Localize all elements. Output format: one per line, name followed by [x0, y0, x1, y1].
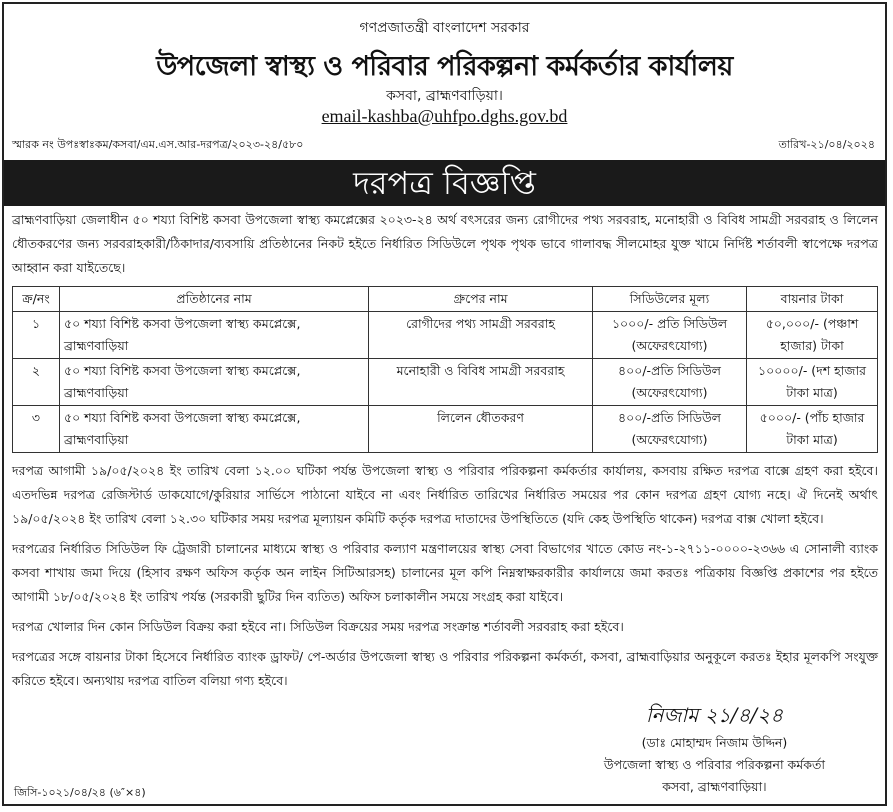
earnest-money: ৫০,০০০/- (পঞ্চাশ হাজার) টাকা	[747, 312, 878, 359]
signatory-designation: উপজেলা স্বাস্থ্য ও পরিবার পরিকল্পনা কর্মকর্তা	[603, 757, 825, 772]
handwritten-signature: নিজাম ২১/৪/২৪	[645, 703, 784, 727]
serial: ৩	[13, 406, 60, 453]
office-name: উপজেলা স্বাস্থ্য ও পরিবার পরিকল্পনা কর্মকর্তার কার্যালয়	[156, 51, 733, 82]
notice-title: দরপত্র বিজ্ঞপ্তি	[4, 160, 885, 206]
institution: ৫০ শয্যা বিশিষ্ট কসবা উপজেলা স্বাস্থ্য কমপ্লেক্সে, ব্রাহ্মণবাড়িয়া	[60, 406, 369, 453]
schedule-fee-paragraph: দরপত্রের নির্ধারিত সিডিউল ফি ট্রেজারী চালানের মাধ্যমে স্বাস্থ্য ও পরিবার কল্যাণ মন্ত্রণালয়ের স্বাস্থ্য সেবা বিভাগের খাতে কোড নং-১-২৭১১-০০০০-২৩৬৬ এ সোনালী ব্যাংক কসবা শাখায় জমা দিয়ে (হিসাব রক্ষণ অফিস কর্তৃক অন লাইন সিটিআরসহ) চালানের মূল কপি নিম্নস্বাক্ষরকারীর কার্যালয়ে জমা করতঃ পত্রিকায় বিজ্ঞপ্তি প্রকাশের পর হইতে আগামী ১৮/০৫/২০২৪ ইং তারিখ পর্যন্ত (সরকারী ছুটির দিন ব্যতিত) অফিস চলাকালীন সময়ে সংগ্রহ করা যাইবে।	[12, 541, 878, 604]
table-row	[13, 406, 878, 453]
col-schedule-price: সিডিউলের মূল্য	[593, 287, 747, 312]
table-row	[13, 312, 878, 359]
signatory-location: কসবা, ব্রাহ্মণবাড়িয়া।	[662, 779, 767, 794]
group: মনোহারী ও বিবিধ সামগ্রী সরবরাহ	[369, 359, 593, 406]
sale-paragraph: দরপত্র খোলার দিন কোন সিডিউল বিক্রয় করা হইবে না। সিডিউল বিক্রয়ের সময় দরপত্র সংক্রান্ত শর্তাবলী সরবরাহ করা হইবে।	[12, 619, 624, 634]
col-institution: প্রতিষ্ঠানের নাম	[60, 287, 369, 312]
tender-notice	[2, 2, 887, 806]
office-email: email-kashba@uhfpo.dghs.gov.bd	[321, 106, 568, 126]
earnest-paragraph: দরপত্রের সঙ্গে বায়নার টাকা হিসেবে নির্ধারিত ব্যাংক ড্রাফট/ পে-অর্ডার উপজেলা স্বাস্থ্য ও পরিবার পরিকল্পনা কর্মকর্তা, কসবা, ব্রাহ্মবাড়িয়ার অনুকূলে করতঃ ইহার মূলকপি সংযুক্ত করিতে হইবে। অন্যথায় দরপত্র বাতিল বলিয়া গণ্য হইবে।	[12, 649, 878, 688]
schedule-price: ৪০০/-প্রতি সিডিউল (অফেরৎযোগ্য)	[593, 406, 747, 453]
earnest-money: ৫০০০/- (পাঁচ হাজার টাকা মাত্র)	[747, 406, 878, 453]
schedule-price: ১০০০/- প্রতি সিডিউল (অফেরৎযোগ্য)	[593, 312, 747, 359]
serial: ১	[13, 312, 60, 359]
intro-paragraph: ব্রাহ্মণবাড়িয়া জেলাধীন ৫০ শয্যা বিশিষ্ট কসবা উপজেলা স্বাস্থ্য কমপ্লেক্সের ২০২৩-২৪ অর্থ বৎসরের জন্য রোগীদের পথ্য সরবরাহ, মনোহারী ও বিবিধ সামগ্রী সরবরাহ ও লিলেন ধৌতকরণের জন্য সরবরাহকারী/ঠিকাদার/ব্যবসায়ি প্রতিষ্ঠানের নিকট হইতে নির্ধারিত সিডিউলে পৃথক পৃথক ভাবে গালাবদ্ধ সীলমোহর যুক্ত খামে নির্দিষ্ট শর্তাবলী স্বাপেক্ষে দরপত্র আহ্বান করা যাইতেছে।	[12, 212, 878, 275]
notice-date: তারিখ-২১/০৪/২০২৪	[778, 138, 875, 151]
signature-block	[604, 704, 825, 798]
schedule-price: ৪০০/-প্রতি সিডিউল (অফেরৎযোগ্য)	[593, 359, 747, 406]
government-name: গণপ্রজাতন্ত্রী বাংলাদেশ সরকার	[359, 20, 530, 36]
submission-paragraph: দরপত্র আগামী ১৯/০৫/২০২৪ ইং তারিখ বেলা ১২.০০ ঘটিকা পর্যন্ত উপজেলা স্বাস্থ্য ও পরিবার পরিকল্পনা কর্মকর্তার কার্যালয়, কসবায় রক্ষিত দরপত্র বাক্সে গ্রহণ করা হইবে। এতদভিন্ন দরপত্র রেজিস্টার্ড ডাকযোগে/কুরিয়ার সার্ভিসে পাঠানো যাইবে না এবং নির্ধারিত তারিখের নির্ধারিত সময়ের পর কোন দরপত্র গ্রহণ যোগ্য নহে। ঐ দিনেই অর্থাৎ ১৯/০৫/২০২৪ ইং তারিখ বেলা ১২.৩০ ঘটিকার সময় দরপত্র মূল্যায়ন কমিটি কর্তৃক দরপত্র দাতাদের উপস্থিতিতে (যদি কেহ উপস্থিতি থাকেন) দরপত্র বাক্স খোলা হইবে।	[12, 463, 878, 526]
earnest-money: ১০০০০/- (দশ হাজার টাকা মাত্র)	[747, 359, 878, 406]
col-group: গ্রুপের নাম	[369, 287, 593, 312]
serial: ২	[13, 359, 60, 406]
group: রোগীদের পথ্য সামগ্রী সরবরাহ	[369, 312, 593, 359]
office-location: কসবা, ব্রাহ্মণবাড়িয়া।	[386, 88, 503, 104]
notice-body	[12, 208, 878, 699]
institution: ৫০ শয্যা বিশিষ্ট কসবা উপজেলা স্বাস্থ্য কমপ্লেক্সে, ব্রাহ্মণবাড়িয়া	[60, 359, 369, 406]
table-header-row	[13, 287, 878, 312]
institution: ৫০ শয্যা বিশিষ্ট কসবা উপজেলা স্বাস্থ্য কমপ্লেক্সে, ব্রাহ্মণবাড়িয়া	[60, 312, 369, 359]
footer-code: জিসি-১০২১/০৪/২৪ (৬″×৪)	[14, 786, 146, 799]
tender-table	[12, 286, 878, 453]
signatory-name: (ডাঃ মোহাম্মদ নিজাম উদ্দিন)	[641, 735, 788, 750]
table-row	[13, 359, 878, 406]
col-serial: ক্র/নং	[13, 287, 60, 312]
group: লিলেন ধৌতকরণ	[369, 406, 593, 453]
col-earnest-money: বায়নার টাকা	[747, 287, 878, 312]
letterhead	[4, 4, 885, 160]
memo-number: স্মারক নং উপঃস্বাঃকম/কসবা/এম.এস.আর-দরপত্র/২০২৩-২৪/৫৮০	[12, 138, 304, 151]
